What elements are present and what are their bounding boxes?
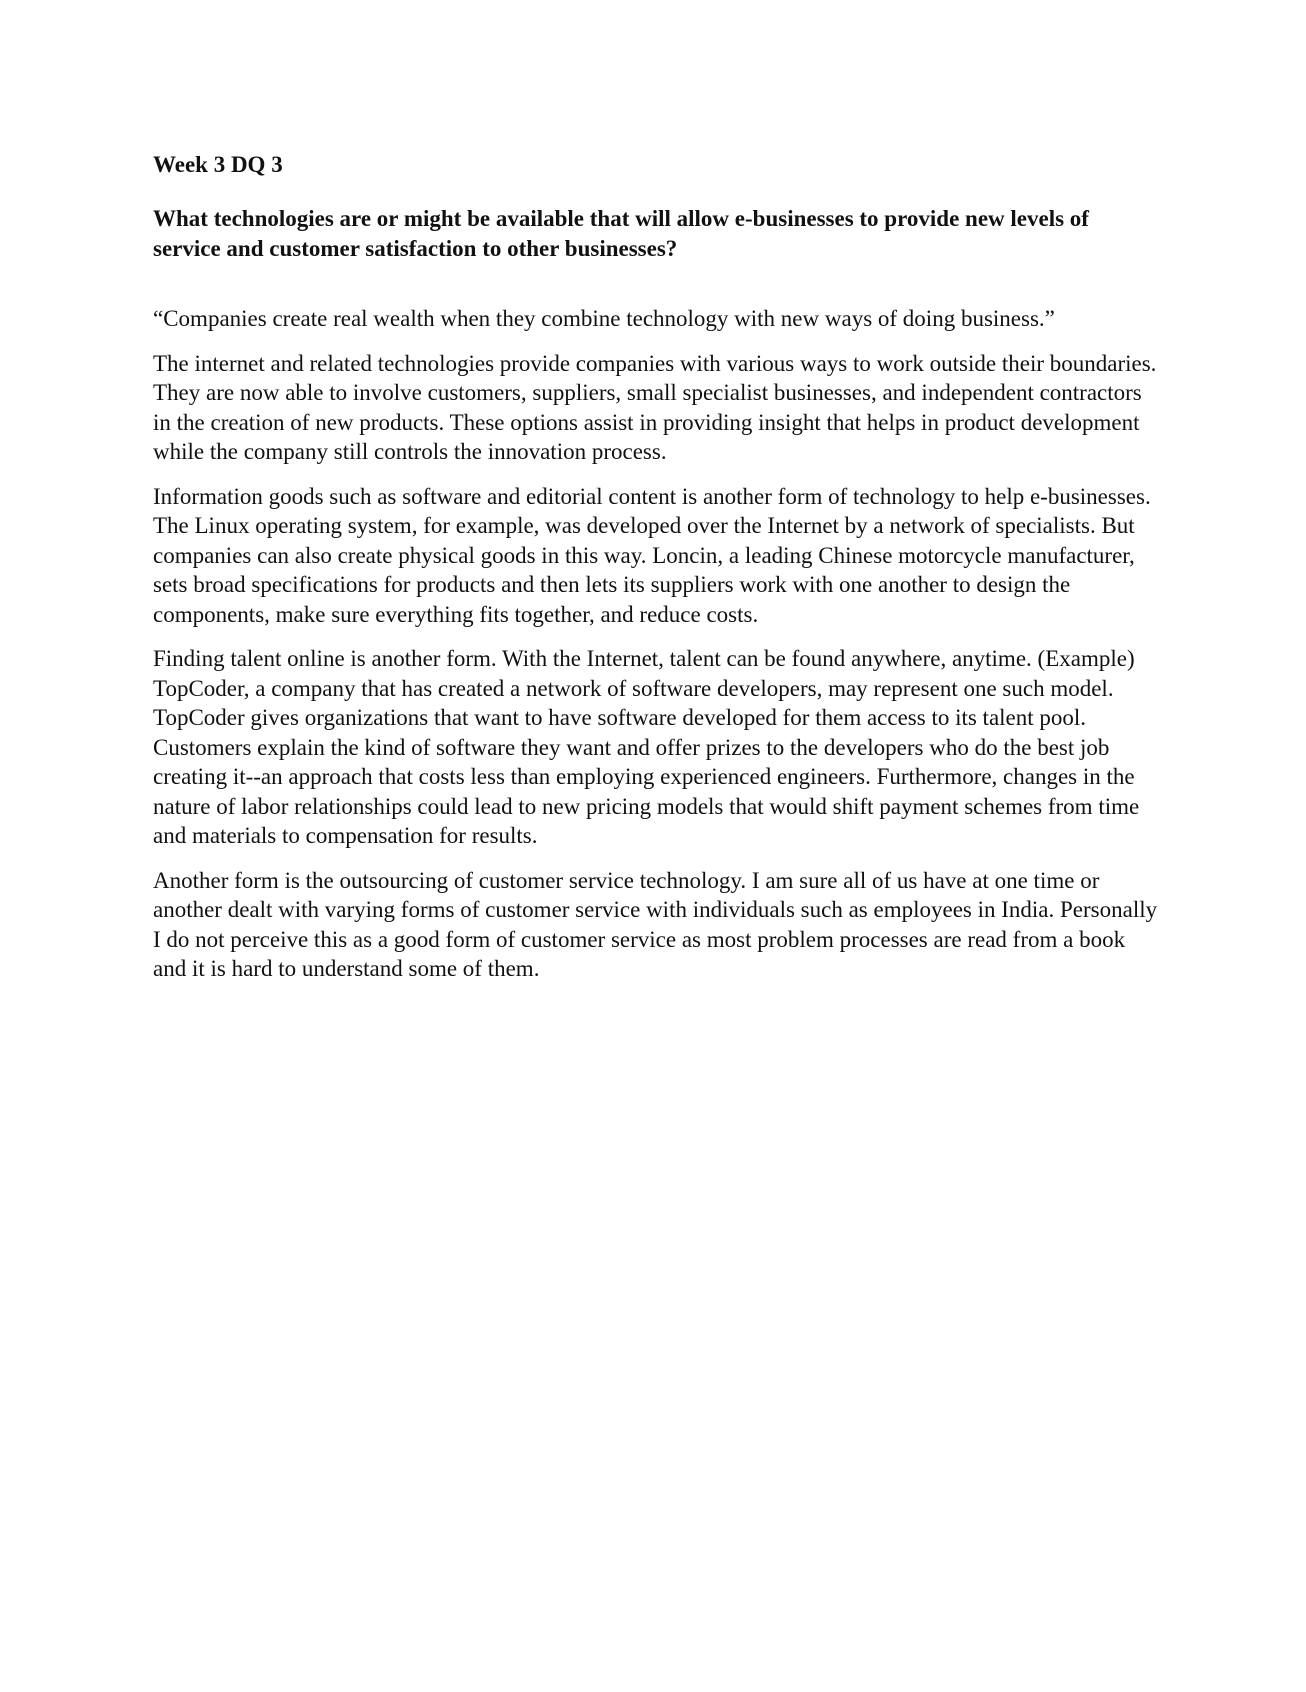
quote-paragraph: “Companies create real wealth when they combine technology with new ways of doing business.”	[153, 306, 1055, 331]
body-paragraph: Finding talent online is another form. With the Internet, talent can be found anywhere, anytime. (Example) TopCoder, a company that has created a network of software developers, may represent one such model. TopCoder gives organizations that want to have software developed for them access to its talent pool. Customers explain the kind of software they want and offer prizes to the developers who do the best job creating it--an approach that costs less than employing experienced engineers. Furthermore, changes in the nature of labor relationships could lead to new pricing models that would shift payment schemes from time and materials to compensation for results.	[153, 646, 1140, 848]
document-title: Week 3 DQ 3	[153, 152, 283, 177]
body-paragraph: Another form is the outsourcing of customer service technology. I am sure all of us have at one time or another dealt with varying forms of customer service with individuals such as employees in India. Personally I do not perceive this as a good form of customer service as most problem processes are read from a book and it is hard to understand some of them.	[153, 867, 1158, 981]
discussion-question: What technologies are or might be available that will allow e-businesses to provide new levels of service and customer satisfaction to other businesses?	[153, 206, 1089, 261]
document-body	[153, 150, 1158, 999]
body-paragraph: Information goods such as software and editorial content is another form of technology to help e-businesses. The Linux operating system, for example, was developed over the Internet by a network of specialists. But companies can also create physical goods in this way. Loncin, a leading Chinese motorcycle manufacturer, sets broad specifications for products and then lets its suppliers work with one another to design the components, make sure everything fits together, and reduce costs.	[153, 483, 1151, 627]
body-paragraph: The internet and related technologies provide companies with various ways to work outside their boundaries. They are now able to involve customers, suppliers, small specialist businesses, and independent contractors in the creation of new products. These options assist in providing insight that helps in product development while the company still controls the innovation process.	[153, 350, 1157, 464]
